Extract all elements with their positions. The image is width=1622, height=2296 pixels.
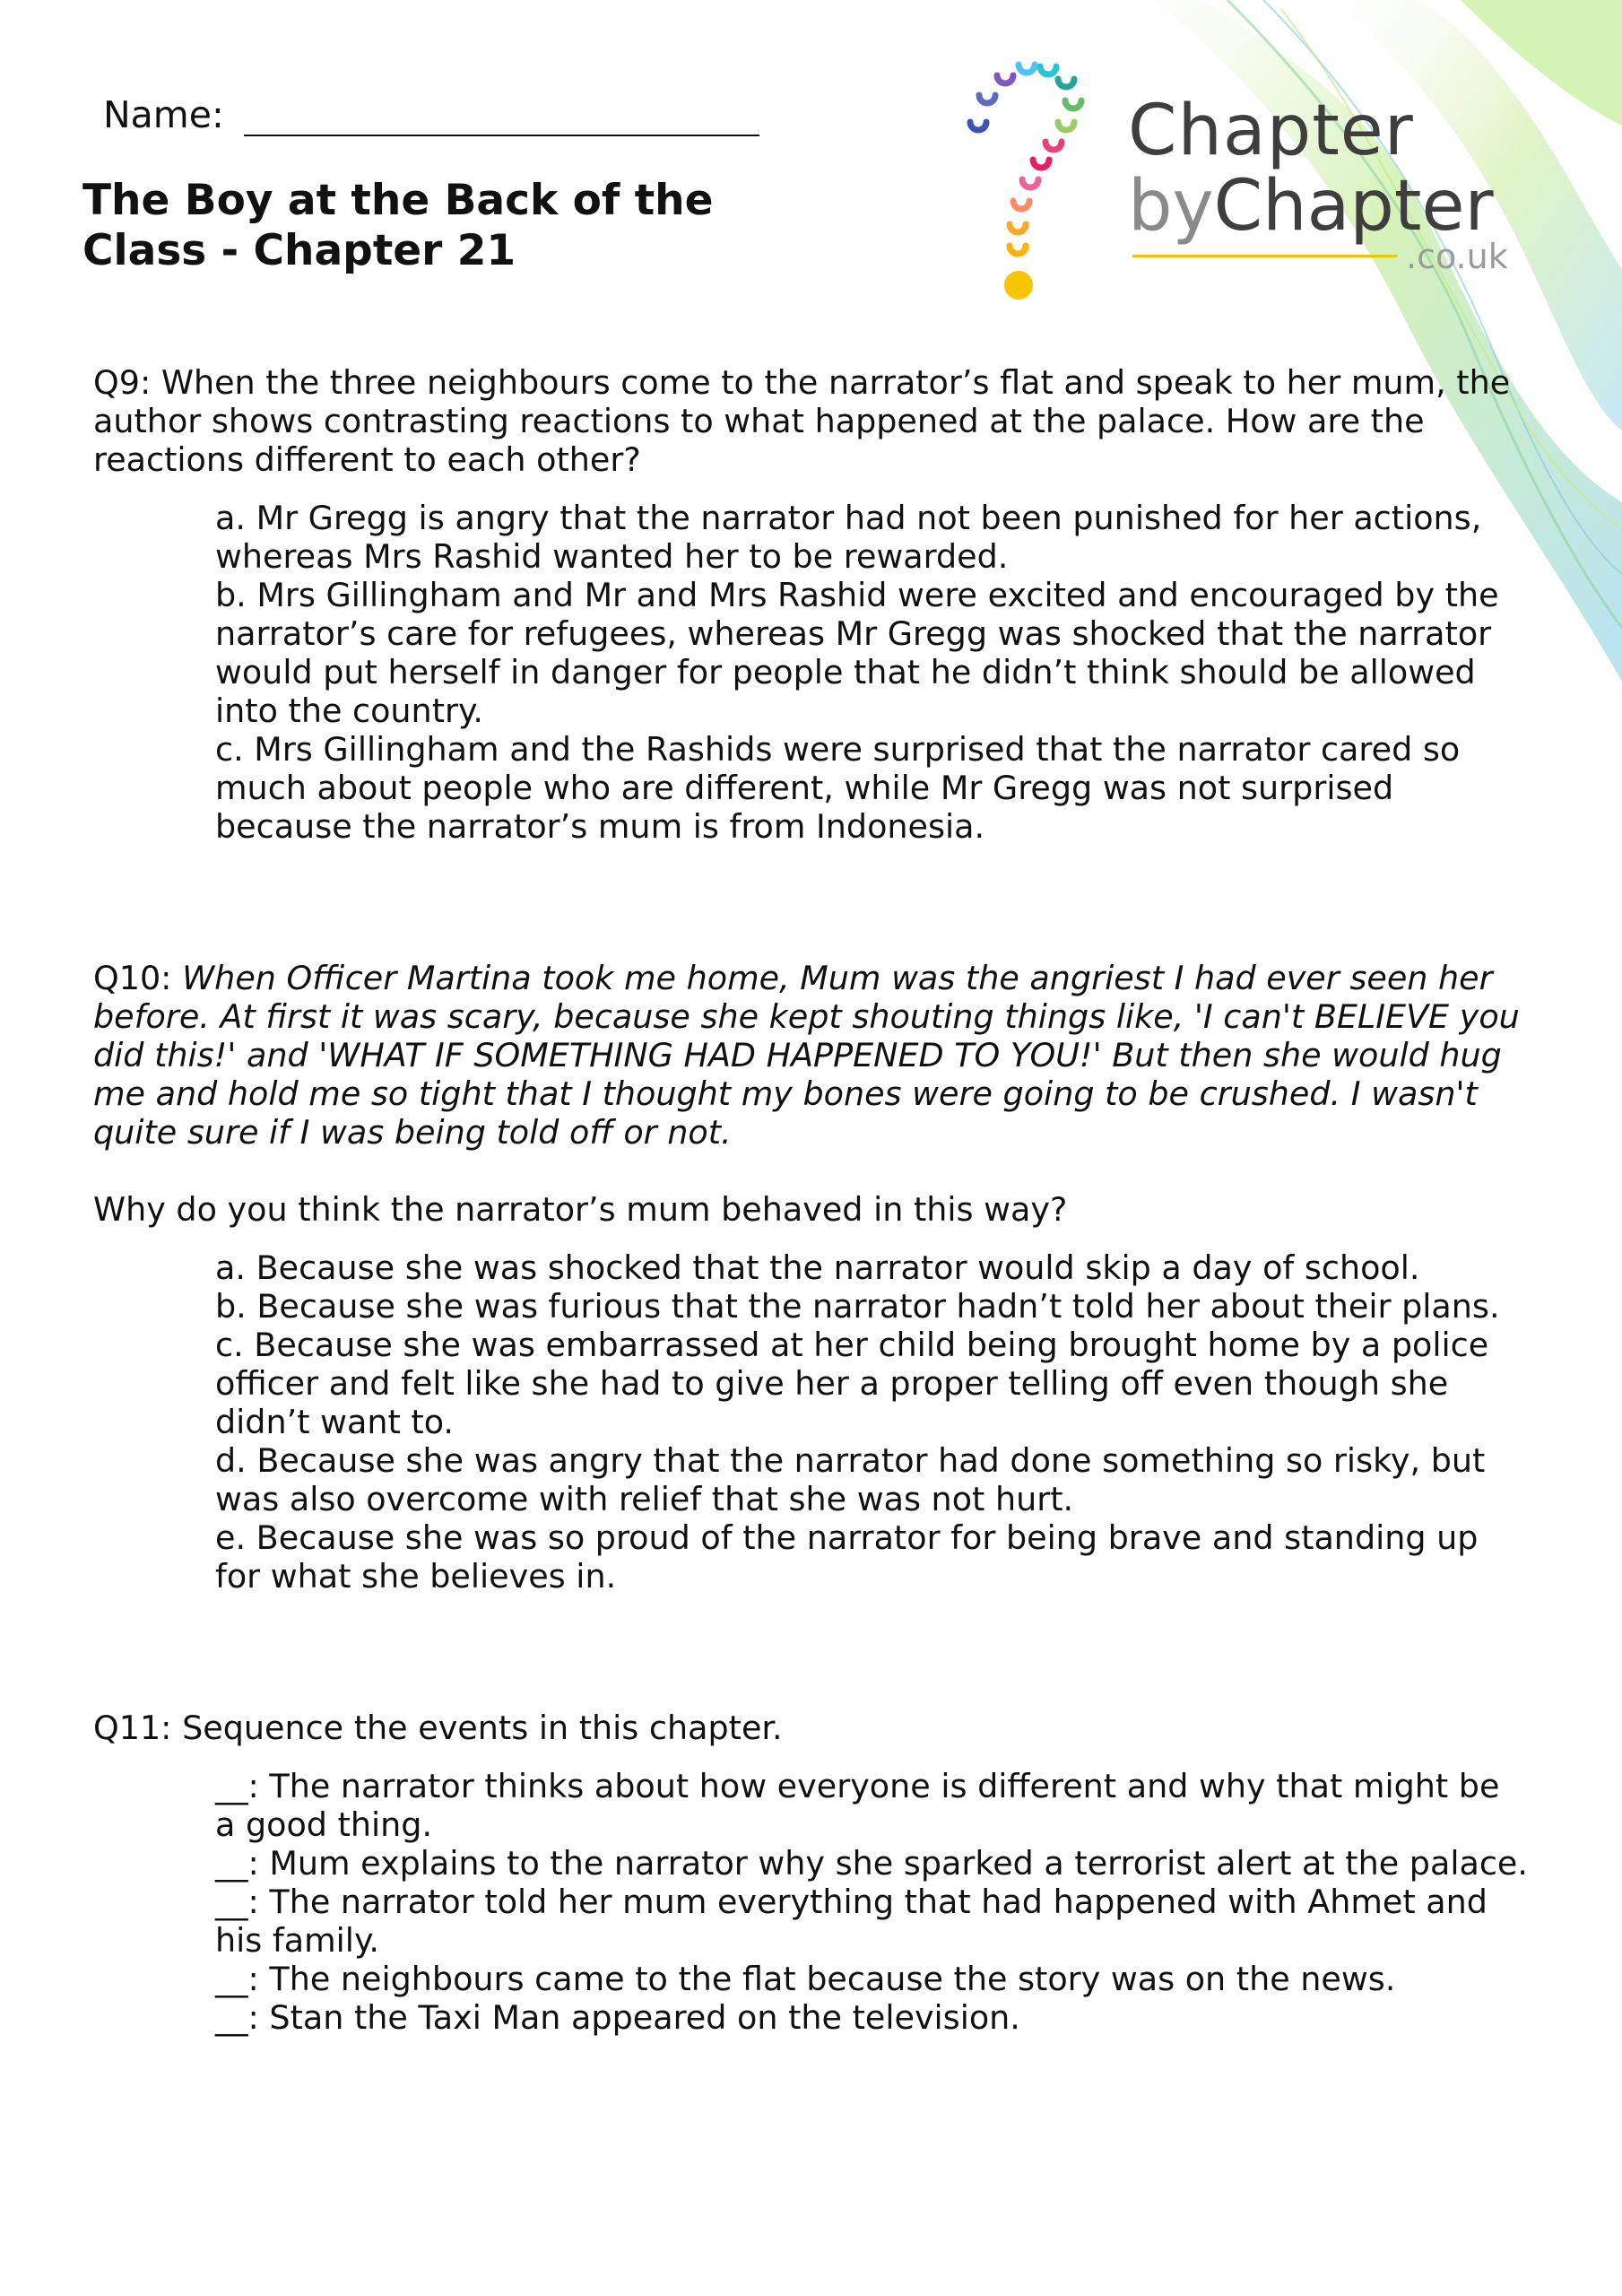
q11-event-3[interactable]: __: The narrator told her mum everything that had happened with Ahmet and his family. bbox=[215, 1883, 1488, 1960]
q9-text: When the three neighbours come to the narrator’s flat and speak to her mum, the author shows contrasting reactions to what happened at the palace. How are the reactions different to each other? bbox=[93, 363, 1511, 479]
q11-event-4[interactable]: __: The neighbours came to the flat because the story was on the news. bbox=[215, 1960, 1396, 1998]
question-q10 bbox=[93, 959, 1528, 1596]
q10-question: Why do you think the narrator’s mum behaved in this way? bbox=[93, 1190, 1068, 1229]
question-q11 bbox=[93, 1709, 1528, 2037]
q9-option-b[interactable]: b. Mrs Gillingham and Mr and Mrs Rashid were excited and encouraged by the narrator’s care for refugees, whereas Mr Gregg was shocked that the narrator would put herself in danger for people that he didn’t think should be allowed into the country. bbox=[215, 576, 1499, 730]
name-label: Name: bbox=[103, 93, 224, 136]
logo-word-bychapter bbox=[1128, 166, 1494, 247]
logo-word-by: by bbox=[1128, 166, 1214, 247]
question-q9 bbox=[93, 363, 1528, 846]
q11-text: Sequence the events in this chapter. bbox=[182, 1709, 783, 1747]
q10-option-c[interactable]: c. Because she was embarrassed at her child being brought home by a police officer and felt like she had to give her a proper telling off even though she didn’t want to. bbox=[215, 1326, 1489, 1441]
q10-option-d[interactable]: d. Because she was angry that the narrator had done something so risky, but was also overcome with relief that she was not hurt. bbox=[215, 1441, 1486, 1518]
logo-word-chapter: Chapter bbox=[1128, 91, 1414, 171]
name-blank-line[interactable] bbox=[244, 99, 759, 136]
q9-label: Q9: bbox=[93, 363, 152, 402]
logo-underline bbox=[1132, 255, 1397, 257]
worksheet-body bbox=[93, 363, 1528, 2037]
worksheet-title: The Boy at the Back of the Class - Chapter 21 bbox=[82, 176, 714, 275]
q11-event-2[interactable]: __: Mum explains to the narrator why she sparked a terrorist alert at the palace. bbox=[215, 1844, 1528, 1883]
name-field[interactable] bbox=[103, 93, 759, 136]
q11-sequence-items bbox=[215, 1767, 1528, 2037]
q11-event-1[interactable]: __: The narrator thinks about how everyone is different and why that might be a good thing. bbox=[215, 1767, 1500, 1844]
q10-quote: When Officer Martina took me home, Mum was the angriest I had ever seen her before. At first it was scary, because she kept shouting things like, 'I can't BELIEVE you did this!' and 'WHAT IF SOMETHING HAD HAPPENED TO YOU!' But then she would hug me and hold me so tight that I thought my bones were going to be crushed. I wasn't quite sure if I was being told off or not. bbox=[93, 959, 1520, 1152]
question-mark-books-logo-icon bbox=[958, 50, 1101, 310]
q10-option-e[interactable]: e. Because she was so proud of the narrator for being brave and standing up for what she believes in. bbox=[215, 1518, 1479, 1596]
q9-prompt bbox=[93, 363, 1528, 479]
logo-word-chapter-2: Chapter bbox=[1213, 166, 1494, 247]
q10-option-b[interactable]: b. Because she was furious that the narrator hadn’t told her about their plans. bbox=[215, 1287, 1500, 1326]
q9-option-a[interactable]: a. Mr Gregg is angry that the narrator had not been punished for her actions, whereas Mrs Rashid wanted her to be rewarded. bbox=[215, 499, 1482, 576]
q9-options bbox=[215, 499, 1528, 846]
chapter-by-chapter-logo bbox=[958, 50, 1549, 310]
worksheet-header bbox=[0, 0, 1622, 323]
q10-option-a[interactable]: a. Because she was shocked that the narrator would skip a day of school. bbox=[215, 1248, 1420, 1287]
q11-label: Q11: bbox=[93, 1709, 172, 1747]
logo-domain: .co.uk bbox=[1406, 237, 1508, 276]
q11-event-5[interactable]: __: Stan the Taxi Man appeared on the television. bbox=[215, 1998, 1020, 2037]
q11-prompt bbox=[93, 1709, 1528, 1747]
q9-option-c[interactable]: c. Mrs Gillingham and the Rashids were surprised that the narrator cared so much about people who are different, while Mr Gregg was not surprised because the narrator’s mum is from Indonesia. bbox=[215, 730, 1461, 846]
q10-options bbox=[215, 1248, 1528, 1596]
q10-prompt bbox=[93, 959, 1528, 1152]
q10-label: Q10: bbox=[93, 959, 172, 997]
